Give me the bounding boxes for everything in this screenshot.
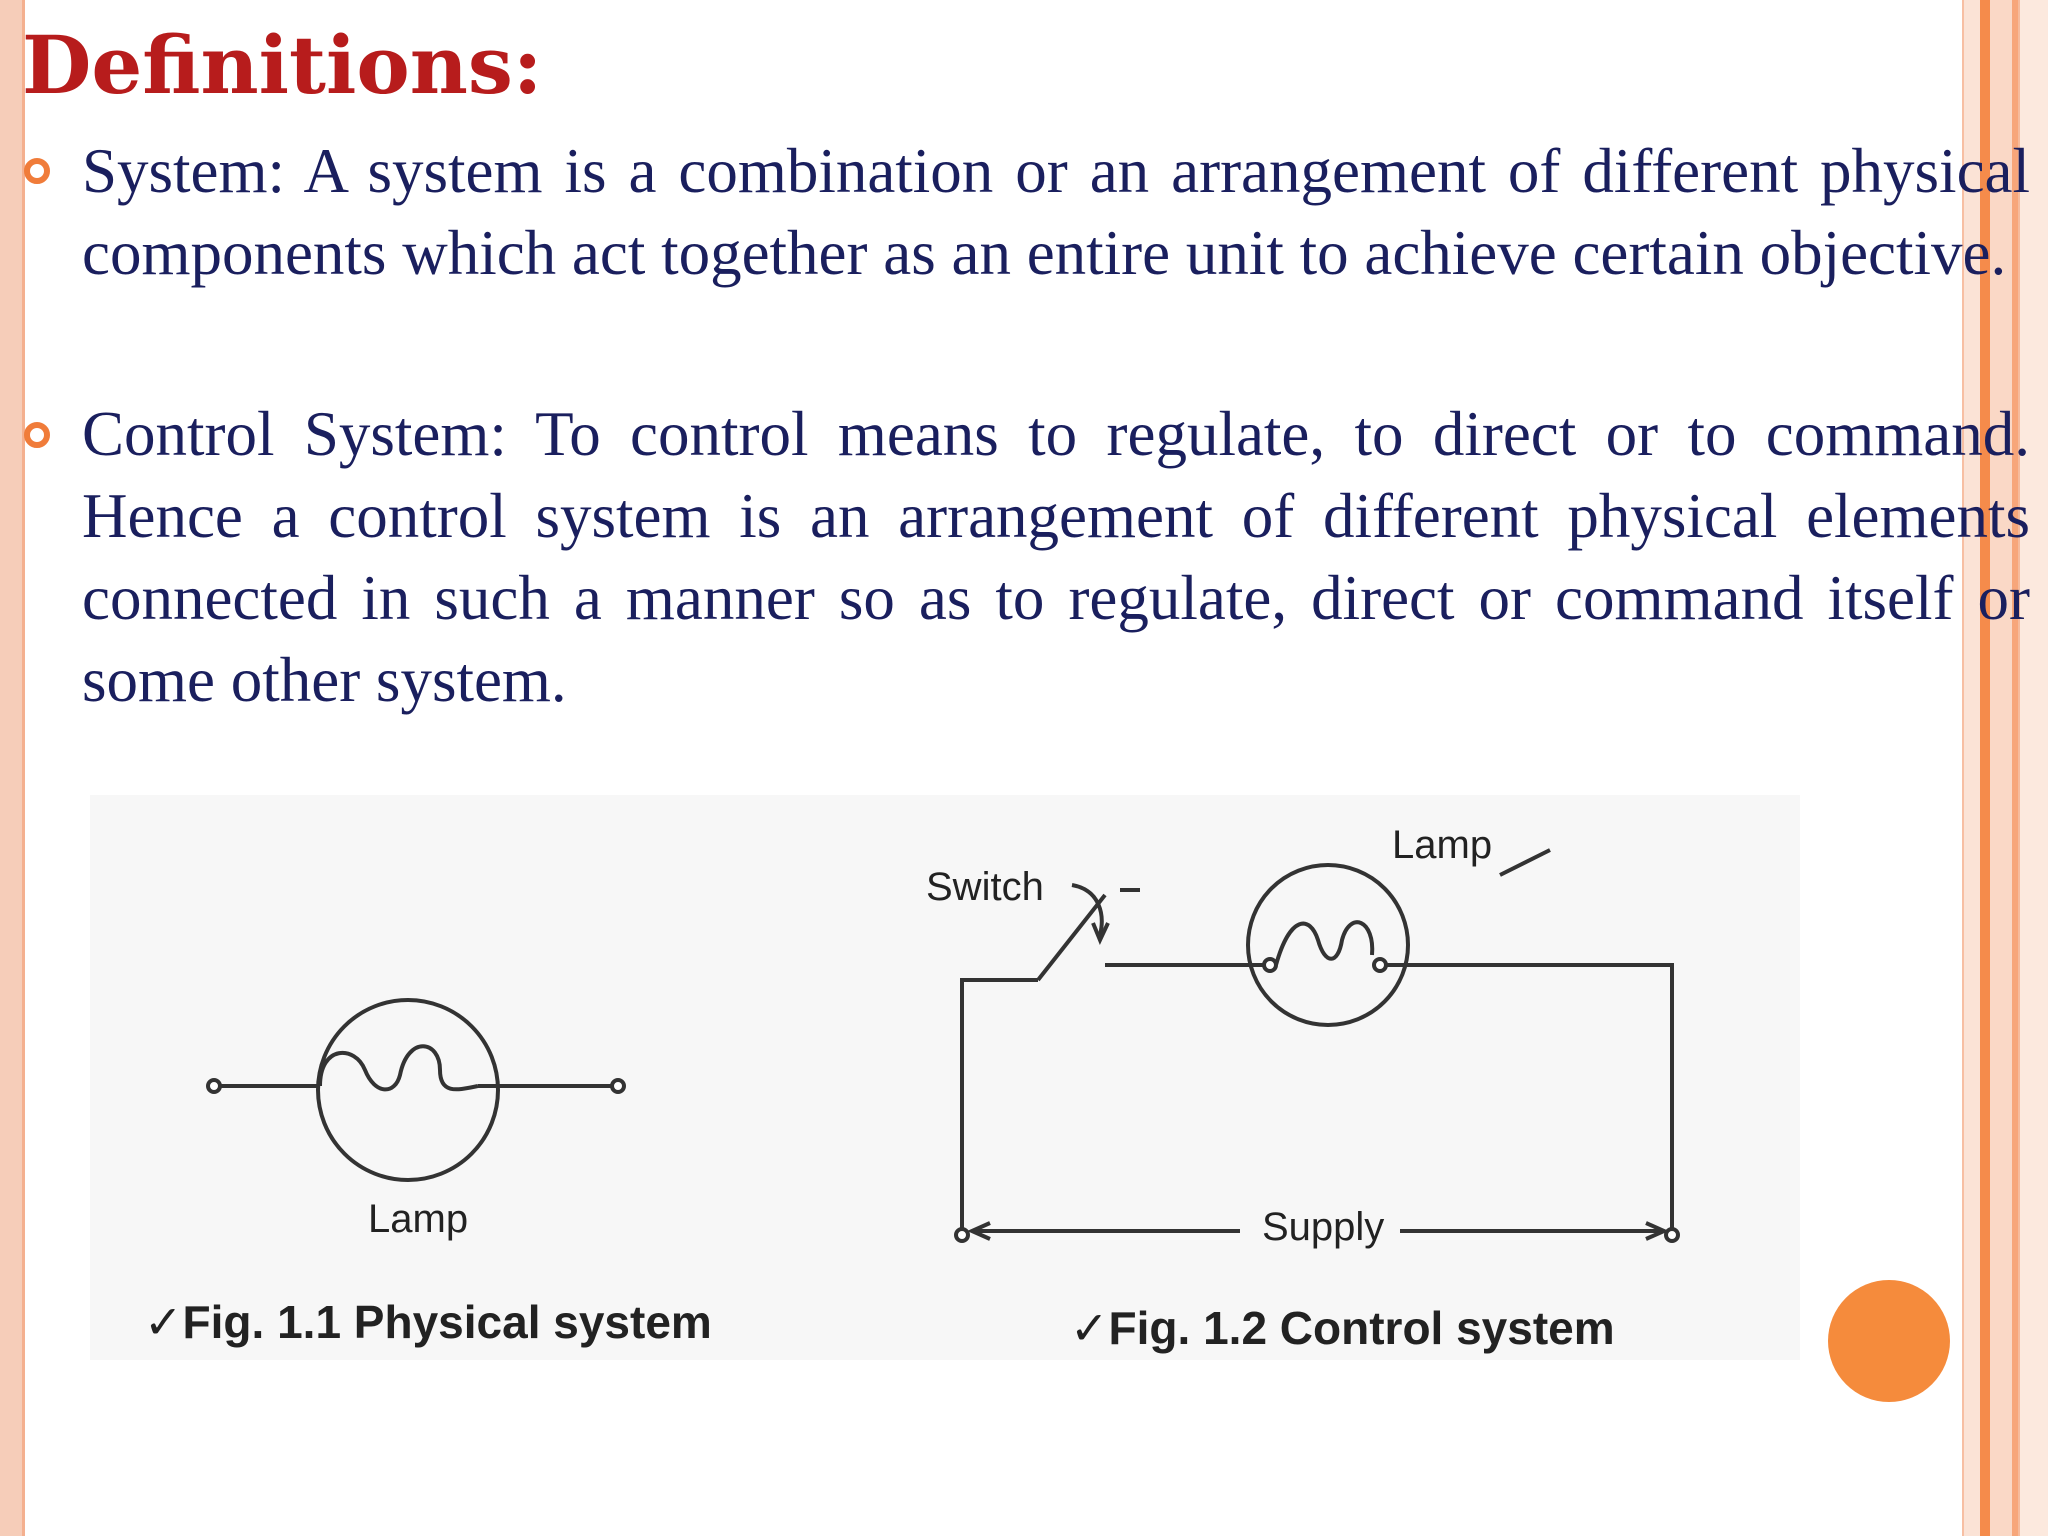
figure-caption-control-system: ✓Fig. 1.2 Control system: [1070, 1302, 1615, 1354]
decorative-circle: [1828, 1280, 1950, 1402]
lamp-bulb-icon: [1248, 865, 1408, 1025]
definition-system: System: A system is a combination or an arrangement of different physical components which act together as an entire unit to achieve certain objective.: [82, 136, 2030, 288]
slide-title: Definitions:: [22, 18, 543, 112]
bullet-ring-icon: [24, 422, 50, 448]
switch-icon: [1038, 895, 1105, 980]
left-border-stripe: [0, 0, 25, 1536]
figure-caption-physical-system: ✓Fig. 1.1 Physical system: [144, 1296, 712, 1348]
supply-label: Supply: [1262, 1205, 1385, 1249]
lamp-label: Lamp: [368, 1197, 469, 1241]
definition-control-system: Control System: To control means to regulate, to direct or to command. Hence a control system is an arrangement of different physical elements connected in such a manner so as to regulate, direct or command itself or some other system.: [82, 399, 2030, 715]
switch-label: Switch: [926, 865, 1044, 909]
lamp-label: Lamp: [1392, 823, 1493, 867]
lamp-bulb-icon: [318, 1000, 498, 1180]
bullet-ring-icon: [24, 158, 50, 184]
figure-image: [90, 795, 1800, 1360]
